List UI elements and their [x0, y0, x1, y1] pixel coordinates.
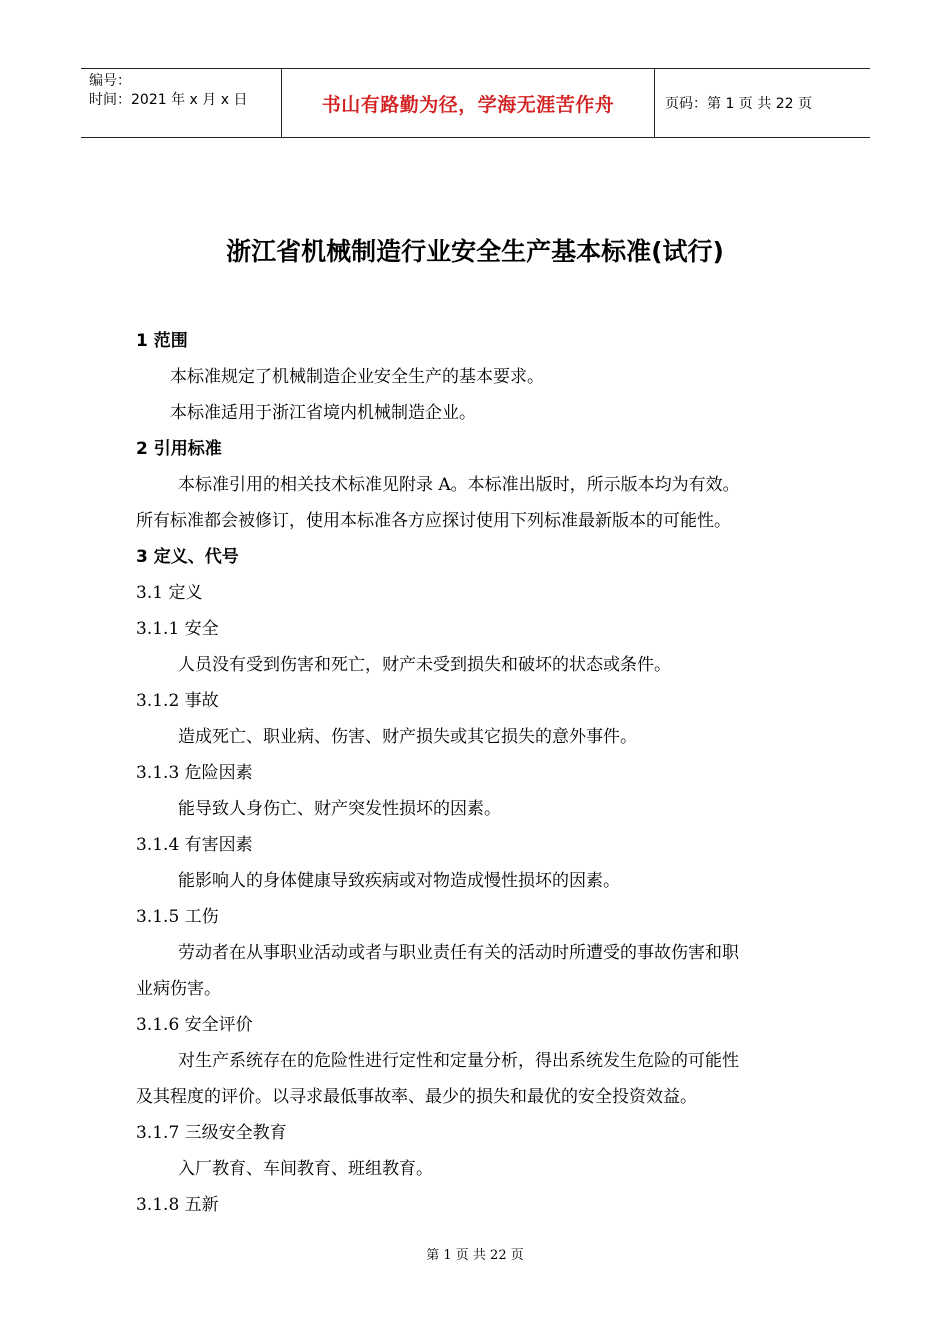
section-heading-definitions: 3 定义、代号 [136, 547, 239, 567]
header-page-info: 页码：第 1 页 共 22 页 [665, 96, 812, 112]
header-page-cell [655, 69, 870, 137]
paragraph-line: 所有标准都会被修订，使用本标准各方应探讨使用下列标准最新版本的可能性。 [136, 511, 731, 531]
document-title: 浙江省机械制造行业安全生产基本标准(试行) [226, 237, 724, 266]
document-time-label: 时间：2021 年 x 月 x 日 [89, 92, 248, 108]
header-left-cell [81, 69, 281, 137]
paragraph-line: 入厂教育、车间教育、班组教育。 [178, 1159, 433, 1179]
subsection-heading: 3.1.6 安全评价 [136, 1015, 253, 1035]
paragraph-line: 本标准引用的相关技术标准见附录 A。本标准出版时，所示版本均为有效。 [178, 475, 740, 495]
paragraph-line: 本标准规定了机械制造企业安全生产的基本要求。 [170, 367, 544, 387]
paragraph-line: 劳动者在从事职业活动或者与职业责任有关的活动时所遭受的事故伤害和职 [178, 943, 739, 963]
paragraph-line: 人员没有受到伤害和死亡，财产未受到损失和破坏的状态或条件。 [178, 655, 671, 675]
paragraph-line: 能导致人身伤亡、财产突发性损坏的因素。 [178, 799, 501, 819]
paragraph-line: 业病伤害。 [136, 979, 221, 999]
motto-text: 书山有路勤为径，学海无涯苦作舟 [321, 93, 615, 116]
document-number-label: 编号： [89, 73, 131, 89]
subsection-heading: 3.1.2 事故 [136, 691, 219, 711]
paragraph-line: 对生产系统存在的危险性进行定性和定量分析，得出系统发生危险的可能性 [178, 1051, 739, 1071]
subsection-heading: 3.1.1 安全 [136, 619, 219, 639]
paragraph-line: 造成死亡、职业病、伤害、财产损失或其它损失的意外事件。 [178, 727, 637, 747]
subsection-heading: 3.1.8 五新 [136, 1195, 219, 1215]
page-footer: 第 1 页 共 22 页 [426, 1248, 524, 1263]
paragraph-line: 能影响人的身体健康导致疾病或对物造成慢性损坏的因素。 [178, 871, 620, 891]
section-heading-references: 2 引用标准 [136, 439, 222, 459]
subsection-heading: 3.1.3 危险因素 [136, 763, 253, 783]
subsection-heading: 3.1 定义 [136, 583, 203, 603]
header-motto-cell [281, 69, 655, 137]
header-table [81, 68, 870, 138]
paragraph-line: 本标准适用于浙江省境内机械制造企业。 [170, 403, 476, 423]
section-heading-scope: 1 范围 [136, 331, 188, 351]
document-body [136, 323, 816, 1223]
subsection-heading: 3.1.4 有害因素 [136, 835, 253, 855]
subsection-heading: 3.1.7 三级安全教育 [136, 1123, 287, 1143]
subsection-heading: 3.1.5 工伤 [136, 907, 219, 927]
paragraph-line: 及其程度的评价。以寻求最低事故率、最少的损失和最优的安全投资效益。 [136, 1087, 697, 1107]
